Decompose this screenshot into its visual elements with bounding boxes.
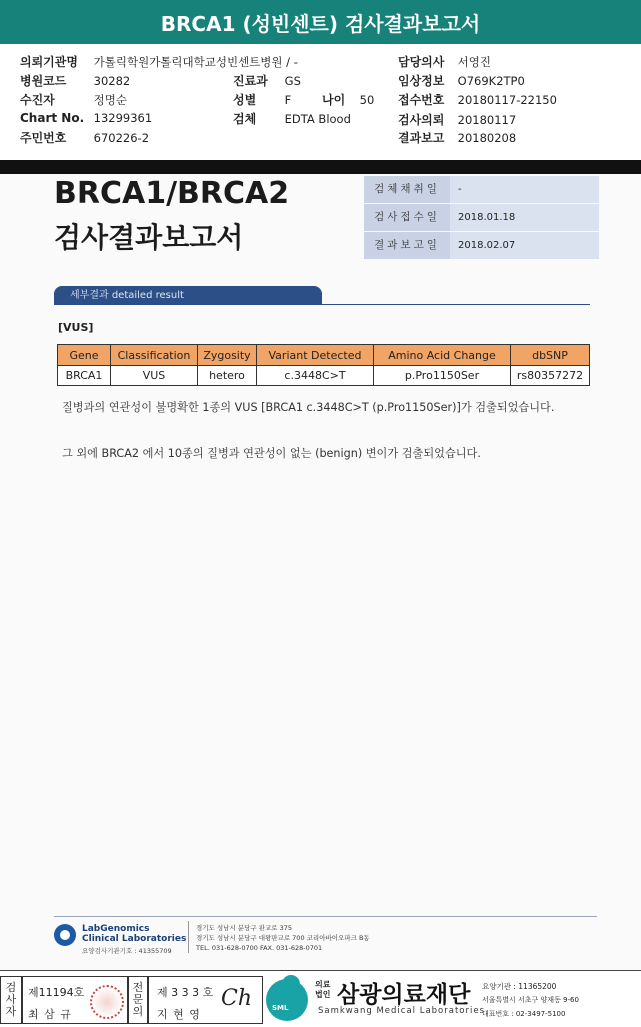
foundation-kind-2: 법인 [315, 990, 331, 999]
sml-logo-text: SML [272, 1004, 289, 1012]
header-value: 670226-2 [93, 131, 150, 145]
header-label: 진료과 [233, 74, 268, 88]
header-value: 정명순 [93, 93, 127, 107]
cell-dbsnp: rs80357272 [511, 366, 590, 386]
header-value: F [284, 93, 292, 107]
labgenomics-logo-icon [54, 924, 76, 946]
header-value: 20180117 [457, 113, 517, 127]
footer-divider [54, 916, 597, 917]
foundation-name: 삼광의료재단 [337, 982, 471, 1008]
header-label: 접수번호 [398, 93, 445, 107]
header-label: 의뢰기관명 [20, 55, 78, 69]
info-row-report [364, 232, 599, 259]
header-label: Chart No. [20, 111, 85, 125]
header-row-patient [20, 91, 127, 108]
lab-phone: TEL. 031-628-0700 FAX. 031-628-0701 [196, 944, 323, 952]
header-row-doctor [398, 53, 491, 70]
table-header-row [58, 345, 590, 366]
table-row [58, 366, 590, 386]
header-row-resident-no [20, 129, 149, 146]
report-title: BRCA1 (성빈센트) 검사결과보고서 [160, 12, 481, 36]
info-label: 결과보고일 [364, 232, 450, 259]
header-value: O769K2TP0 [457, 74, 525, 88]
section-divider [54, 304, 590, 305]
header-value: 가톨릭학원가톨릭대학교성빈센트병원 / - [93, 55, 298, 69]
column-header-gene: Gene [58, 345, 111, 366]
section-tab-detailed-result: 세부결과 detailed result [54, 286, 322, 304]
column-header-dbsnp: dbSNP [511, 345, 590, 366]
header-label: 나이 [322, 93, 346, 107]
header-row-report-date [398, 129, 516, 146]
header-value: 50 [359, 93, 375, 107]
variant-table [57, 344, 590, 386]
report-heading-line2: 검사결과보고서 [54, 221, 244, 254]
foundation-address: 서울특별시 서초구 양재동 9-60 [482, 996, 579, 1004]
header-row-clinical-info [398, 72, 525, 89]
specialist-license-no: 제 3 3 3 호 [157, 986, 214, 999]
header-label: 주민번호 [20, 131, 67, 145]
header-row-age [322, 91, 374, 108]
info-label: 검체채취일 [364, 176, 450, 203]
report-title-bar [0, 0, 641, 44]
column-header-zygosity: Zygosity [198, 345, 257, 366]
date-info-box [364, 176, 599, 260]
sml-logo-icon [266, 979, 308, 1021]
header-label: 검사의뢰 [398, 113, 445, 127]
lab-name-line2: Clinical Laboratories [82, 934, 187, 944]
inspector-label-cell [0, 976, 22, 1024]
cell-zygosity: hetero [198, 366, 257, 386]
result-paragraph-vus: 질병과의 연관성이 불명확한 1종의 VUS [BRCA1 c.3448C>T (p.Pro1150Ser)]가 검출되었습니다. [62, 401, 555, 414]
header-label: 성별 [233, 93, 257, 107]
lab-name-line1: LabGenomics [82, 924, 150, 934]
inspector-license-no: 제11194호 [28, 986, 85, 999]
header-row-request-date [398, 111, 516, 128]
header-row-chart-no [20, 111, 152, 125]
header-value: 20180208 [457, 131, 517, 145]
cell-classification: VUS [111, 366, 198, 386]
header-value: 서영진 [457, 55, 491, 69]
info-row-receipt [364, 204, 599, 231]
foundation-phone: 대표번호 : 02-3497-5100 [482, 1010, 566, 1018]
scan-top-band [0, 160, 641, 174]
header-value: GS [284, 74, 301, 88]
info-value: 2018.02.07 [450, 232, 599, 259]
lab-code: 요양검사기관기호 : 41355709 [82, 947, 172, 955]
header-row-department [233, 72, 301, 89]
inspector-name: 최 삼 규 [28, 1008, 72, 1021]
inspector-label: 검사자 [5, 981, 17, 1018]
foundation-english-name: Samkwang Medical Laboratories [318, 1006, 486, 1016]
cell-variant: c.3448C>T [257, 366, 374, 386]
specialist-label: 전문의 [132, 981, 144, 1018]
report-heading-line1: BRCA1/BRCA2 [54, 176, 290, 211]
result-paragraph-benign: 그 외에 BRCA2 에서 10종의 질병과 연관성이 없는 (benign) 변이가 검출되었습니다. [62, 447, 481, 460]
header-label: 임상정보 [398, 74, 445, 88]
header-value: 30282 [93, 74, 131, 88]
cell-gene: BRCA1 [58, 366, 111, 386]
header-label: 병원코드 [20, 74, 67, 88]
info-row-collection [364, 176, 599, 203]
header-label: 담당의사 [398, 55, 445, 69]
column-header-amino-acid: Amino Acid Change [374, 345, 511, 366]
header-value: EDTA Blood [284, 112, 351, 126]
info-label: 검사접수일 [364, 204, 450, 231]
specialist-signature: Ch [221, 986, 253, 1011]
column-header-classification: Classification [111, 345, 198, 366]
result-category: [VUS] [58, 321, 94, 334]
header-row-hospital-code [20, 72, 130, 89]
header-row-institution [20, 53, 298, 70]
official-seal-stamp [90, 985, 124, 1019]
header-label: 검체 [233, 112, 257, 126]
info-value: 2018.01.18 [450, 204, 599, 231]
header-row-receipt-no [398, 91, 557, 108]
lab-address-2: 경기도 성남시 분당구 대왕판교로 700 코리아바이오파크 B동 [196, 934, 370, 942]
specialist-label-cell [128, 976, 148, 1024]
header-row-sex [233, 91, 291, 108]
info-value: - [450, 176, 599, 203]
foundation-kind-1: 의료 [315, 980, 331, 989]
column-header-variant: Variant Detected [257, 345, 374, 366]
patient-header [0, 44, 641, 160]
footer-vertical-divider [188, 921, 189, 953]
foundation-code: 요양기관 : 11365200 [482, 982, 557, 991]
cell-amino-acid: p.Pro1150Ser [374, 366, 511, 386]
header-label: 결과보고 [398, 131, 445, 145]
specialist-name: 지 현 영 [157, 1008, 201, 1021]
header-label: 수진자 [20, 93, 55, 107]
header-value: 13299361 [93, 111, 153, 125]
header-row-specimen [233, 110, 351, 127]
header-value: 20180117-22150 [457, 93, 557, 107]
lab-address-1: 경기도 성남시 분당구 판교로 375 [196, 924, 293, 932]
